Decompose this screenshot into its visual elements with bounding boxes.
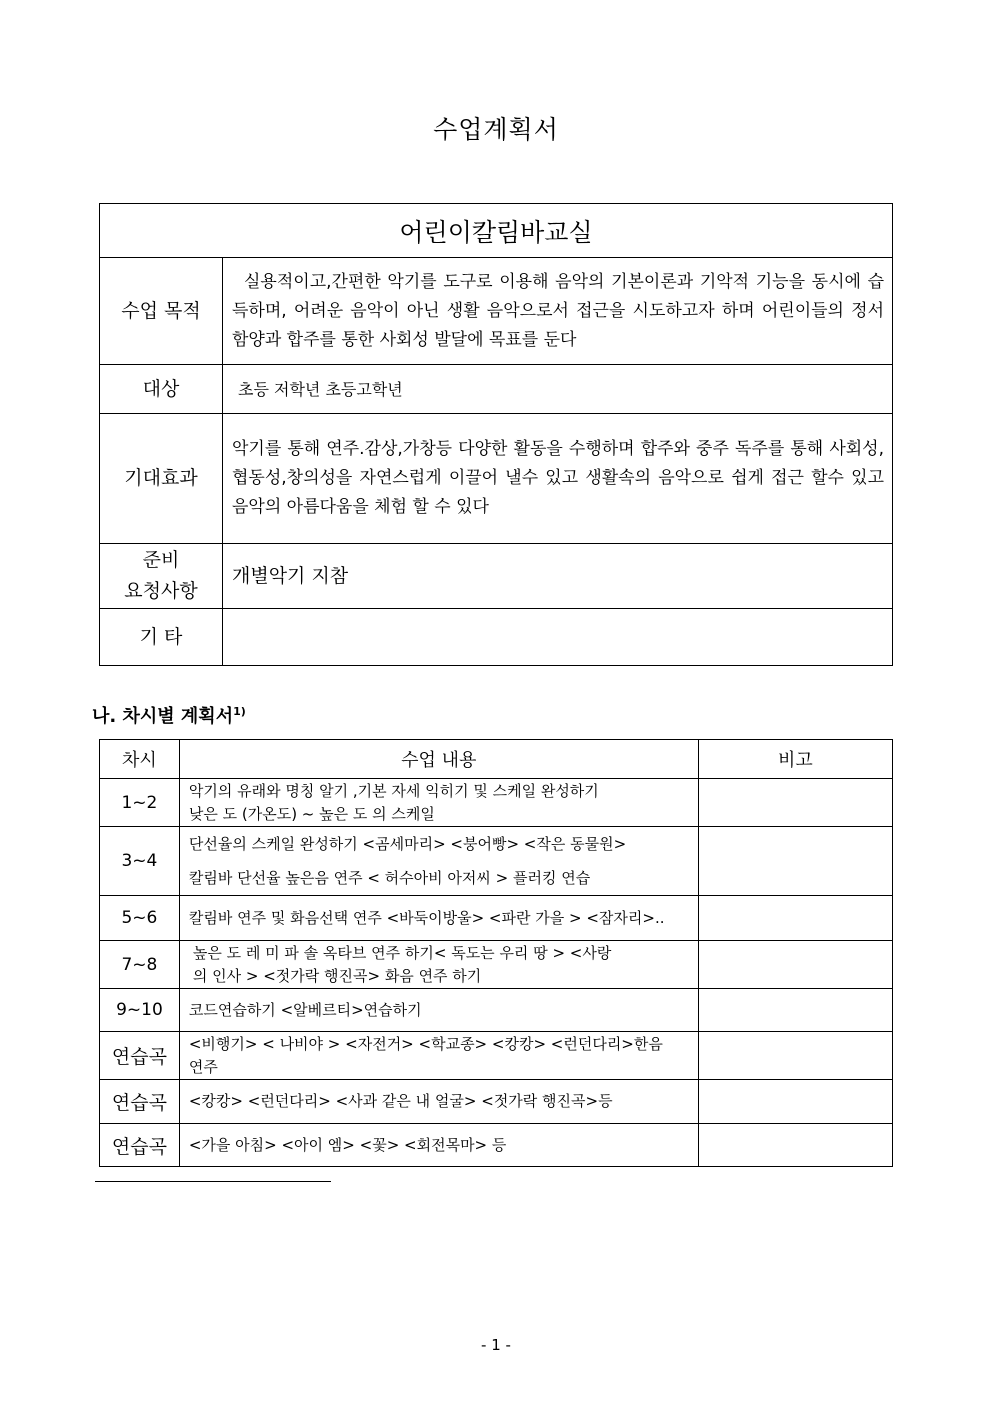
session-content [179, 827, 698, 896]
session-content [179, 896, 698, 941]
session-number: 연습곡 [100, 1080, 180, 1124]
session-content-line1: <비행기> < 나비야 > <자전거> <학교종> <캉캉> <런던다리>한음 [188, 1034, 663, 1053]
table-row [100, 989, 893, 1032]
session-content-line2: 칼림바 단선율 높은음 연주 < 허수아비 아저씨 > 플러킹 연습 [188, 869, 591, 887]
table-row [100, 941, 893, 989]
session-content-line2: 연주 [188, 1057, 218, 1076]
session-content-line1: 코드연습하기 <알베르티>연습하기 [188, 1000, 422, 1019]
overview-header-row [100, 204, 893, 258]
program-name: 어린이칼림바교실 [100, 204, 893, 258]
plan-header-content: 수업 내용 [179, 740, 698, 779]
session-content [179, 1032, 698, 1080]
session-content [179, 1080, 698, 1124]
overview-label-preparation [100, 544, 223, 609]
overview-value-effect: 악기를 통해 연주.감상,가창등 다양한 활동을 수행하며 합주와 중주 독주를 통해 사회성,협동성,창의성을 자연스럽게 이끌어 낼수 있고 생활속의 음악으로 쉽게 접근 할수 있고 음악의 아름다움을 체험 할 수 있다 [223, 414, 893, 544]
page-number: - 1 - [481, 1336, 511, 1354]
session-number: 3~4 [100, 827, 180, 896]
overview-label-preparation-line2: 요청사항 [124, 580, 198, 602]
session-content [179, 779, 698, 827]
session-content [179, 989, 698, 1032]
session-note [698, 779, 892, 827]
table-row [100, 1124, 893, 1167]
overview-table [99, 203, 893, 666]
document-title: 수업계획서 [433, 115, 559, 144]
plan-header-row [100, 740, 893, 779]
overview-label-effect: 기대효과 [100, 414, 223, 544]
overview-label-preparation-line1: 준비 [142, 549, 180, 571]
session-number: 7~8 [100, 941, 180, 989]
overview-row-effect [100, 414, 893, 544]
session-number: 연습곡 [100, 1124, 180, 1167]
table-row [100, 827, 893, 896]
session-note [698, 1080, 892, 1124]
overview-row-purpose [100, 258, 893, 365]
plan-header-session: 차시 [100, 740, 180, 779]
section-heading [92, 702, 246, 728]
footnote-mark: 1) [233, 705, 246, 718]
session-content [179, 1124, 698, 1167]
session-note [698, 1032, 892, 1080]
session-content-line2: 낮은 도 (가온도) ~ 높은 도 의 스케일 [188, 804, 435, 823]
overview-label-purpose: 수업 목적 [100, 258, 223, 365]
session-number: 5~6 [100, 896, 180, 941]
plan-header-note: 비고 [698, 740, 892, 779]
session-note [698, 827, 892, 896]
session-content-line1: <가을 아침> <아이 엠> <꽃> <회전목마> 등 [188, 1135, 507, 1154]
session-note [698, 989, 892, 1032]
section-heading-text: 나. 차시별 계획서 [92, 706, 234, 727]
session-number: 연습곡 [100, 1032, 180, 1080]
overview-row-preparation [100, 544, 893, 609]
overview-row-target [100, 365, 893, 414]
overview-row-etc [100, 609, 893, 666]
session-content-line1: <캉캉> <런던다리> <사과 같은 내 얼굴> <젓가락 행진곡>등 [188, 1092, 613, 1110]
overview-value-preparation: 개별악기 지참 [223, 544, 893, 609]
table-row [100, 779, 893, 827]
session-content-line2: 의 인사 > <젓가락 행진곡> 화음 연주 하기 [192, 966, 482, 985]
session-note [698, 941, 892, 989]
session-content-line1: 악기의 유래와 명칭 알기 ,기본 자세 익히기 및 스케일 완성하기 [188, 781, 599, 800]
session-note [698, 1124, 892, 1167]
overview-value-purpose: 실용적이고,간편한 악기를 도구로 이용해 음악의 기본이론과 기악적 기능을 동시에 습득하며, 어려운 음악이 아닌 생활 음악으로서 접근을 시도하고자 하며 어린이들의 정서 함양과 합주를 통한 사회성 발달에 목표를 둔다 [223, 258, 893, 365]
session-content [179, 941, 698, 989]
session-content-line1: 단선율의 스케일 완성하기 <곰세마리> <붕어빵> <작은 동물원> [188, 835, 627, 853]
session-content-line1: 칼림바 연주 및 화음선택 연주 <바둑이방울> <파란 가을 > <잠자리>.. [188, 908, 665, 927]
session-plan-table [99, 739, 893, 1167]
session-note [698, 896, 892, 941]
overview-label-etc: 기 타 [100, 609, 223, 666]
session-number: 9~10 [100, 989, 180, 1032]
session-content-line1: 높은 도 레 미 파 솔 옥타브 연주 하기< 독도는 우리 땅 > <사랑 [192, 943, 612, 962]
overview-value-etc [223, 609, 893, 666]
table-row [100, 896, 893, 941]
overview-value-target: 초등 저학년 초등고학년 [223, 365, 893, 414]
table-row [100, 1032, 893, 1080]
footnote-divider [95, 1181, 331, 1182]
table-row [100, 1080, 893, 1124]
session-number: 1~2 [100, 779, 180, 827]
overview-label-target: 대상 [100, 365, 223, 414]
